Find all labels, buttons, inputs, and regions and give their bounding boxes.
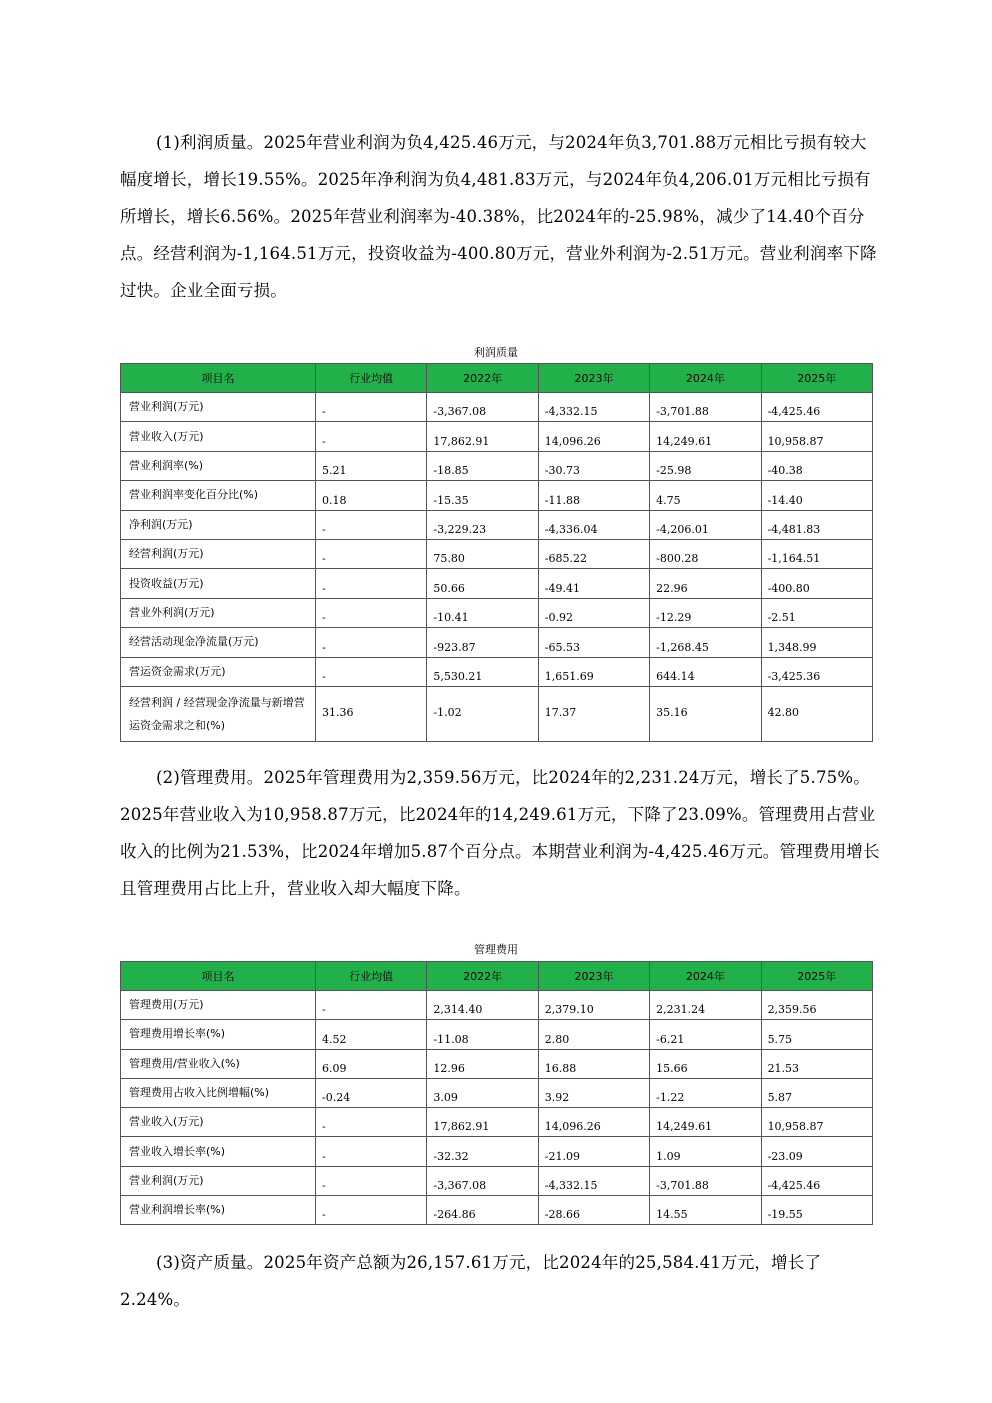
value-cell: 10,958.87 (761, 422, 872, 451)
value-cell: 5.87 (761, 1078, 872, 1107)
value-cell: - (316, 569, 427, 598)
table-row (121, 393, 873, 422)
table-row (121, 1166, 873, 1195)
value-cell: 12.96 (427, 1049, 538, 1078)
row-label-cell: 管理费用增长率(%) (121, 1020, 316, 1049)
value-cell: -12.29 (650, 598, 761, 627)
value-cell: 2,231.24 (650, 991, 761, 1020)
value-cell: 17,862.91 (427, 1108, 538, 1137)
value-cell: -2.51 (761, 598, 872, 627)
value-cell: -1.22 (650, 1078, 761, 1107)
value-cell: 1,651.69 (538, 657, 649, 686)
value-cell: 5.75 (761, 1020, 872, 1049)
column-header: 2024年 (650, 962, 761, 991)
row-label-cell: 营运资金需求(万元) (121, 657, 316, 686)
table-row (121, 991, 873, 1020)
value-cell: - (316, 1196, 427, 1225)
value-cell: - (316, 1166, 427, 1195)
value-cell: 6.09 (316, 1049, 427, 1078)
value-cell: -685.22 (538, 539, 649, 568)
table-row (121, 1196, 873, 1225)
value-cell: 1.09 (650, 1137, 761, 1166)
row-label-cell: 经营利润 / 经营现金净流量与新增营运资金需求之和(%) (121, 686, 316, 741)
value-cell: 3.09 (427, 1078, 538, 1107)
table-row (121, 598, 873, 627)
value-cell: -3,229.23 (427, 510, 538, 539)
row-label-cell: 营业收入(万元) (121, 422, 316, 451)
column-header: 2024年 (650, 364, 761, 393)
value-cell: 2,359.56 (761, 991, 872, 1020)
table-header-row (121, 364, 873, 393)
row-label-cell: 营业利润(万元) (121, 393, 316, 422)
value-cell: 31.36 (316, 686, 427, 741)
table-row (121, 510, 873, 539)
paragraph-profit-quality: (1)利润质量。2025年营业利润为负4,425.46万元，与2024年负3,701.88万元相比亏损有较大幅度增长，增长19.55%。2025年净利润为负4,481.83万元，与2024年负4,206.01万元相比亏损有所增长，增长6.56%。2025年营业利润率为-40.38%，比2024年的-25.98%，减少了14.40个百分点。经营利润为-1,164.51万元，投资收益为-400.80万元，营业外利润为-2.51万元。营业利润率下降过快。企业全面亏损。 (120, 133, 877, 300)
value-cell: -6.21 (650, 1020, 761, 1049)
value-cell: -4,336.04 (538, 510, 649, 539)
row-label-cell: 营业收入增长率(%) (121, 1137, 316, 1166)
table-row (121, 657, 873, 686)
table-caption-admin-expenses: 管理费用 (474, 943, 518, 956)
value-cell: -18.85 (427, 451, 538, 480)
value-cell: -4,332.15 (538, 393, 649, 422)
value-cell: -11.88 (538, 481, 649, 510)
row-label-cell: 管理费用占收入比例增幅(%) (121, 1078, 316, 1107)
table-row (121, 539, 873, 568)
value-cell: -3,367.08 (427, 393, 538, 422)
value-cell: -1,268.45 (650, 628, 761, 657)
value-cell: 17.37 (538, 686, 649, 741)
value-cell: 14,249.61 (650, 422, 761, 451)
value-cell: -800.28 (650, 539, 761, 568)
table-row (121, 628, 873, 657)
value-cell: 14,096.26 (538, 422, 649, 451)
value-cell: -4,206.01 (650, 510, 761, 539)
value-cell: - (316, 1137, 427, 1166)
value-cell: 75.80 (427, 539, 538, 568)
value-cell: -10.41 (427, 598, 538, 627)
value-cell: 22.96 (650, 569, 761, 598)
value-cell: -25.98 (650, 451, 761, 480)
value-cell: 15.66 (650, 1049, 761, 1078)
row-label-cell: 管理费用/营业收入(%) (121, 1049, 316, 1078)
row-label-cell: 经营活动现金净流量(万元) (121, 628, 316, 657)
value-cell: 5.21 (316, 451, 427, 480)
column-header: 2022年 (427, 364, 538, 393)
value-cell: 16.88 (538, 1049, 649, 1078)
value-cell: 0.18 (316, 481, 427, 510)
value-cell: -1,164.51 (761, 539, 872, 568)
value-cell: -15.35 (427, 481, 538, 510)
value-cell: -4,425.46 (761, 1166, 872, 1195)
value-cell: -11.08 (427, 1020, 538, 1049)
value-cell: -4,425.46 (761, 393, 872, 422)
value-cell: -0.92 (538, 598, 649, 627)
table-row (121, 481, 873, 510)
table-row (121, 422, 873, 451)
value-cell: -32.32 (427, 1137, 538, 1166)
value-cell: 50.66 (427, 569, 538, 598)
row-label-cell: 净利润(万元) (121, 510, 316, 539)
value-cell: -400.80 (761, 569, 872, 598)
column-header: 2025年 (761, 364, 872, 393)
profit-quality-table (120, 363, 873, 742)
value-cell: 644.14 (650, 657, 761, 686)
value-cell: -49.41 (538, 569, 649, 598)
column-header: 行业均值 (316, 364, 427, 393)
table-row (121, 1020, 873, 1049)
value-cell: -3,367.08 (427, 1166, 538, 1195)
table-row (121, 686, 873, 741)
table-row (121, 1108, 873, 1137)
column-header: 2023年 (538, 364, 649, 393)
value-cell: - (316, 657, 427, 686)
value-cell: 14.55 (650, 1196, 761, 1225)
value-cell: - (316, 393, 427, 422)
value-cell: 5,530.21 (427, 657, 538, 686)
value-cell: 21.53 (761, 1049, 872, 1078)
row-label-cell: 投资收益(万元) (121, 569, 316, 598)
value-cell: 4.75 (650, 481, 761, 510)
value-cell: -3,425.36 (761, 657, 872, 686)
row-label-cell: 营业外利润(万元) (121, 598, 316, 627)
value-cell: -3,701.88 (650, 1166, 761, 1195)
row-label-cell: 营业利润率变化百分比(%) (121, 481, 316, 510)
row-label-cell: 营业收入(万元) (121, 1108, 316, 1137)
value-cell: -1.02 (427, 686, 538, 741)
value-cell: 3.92 (538, 1078, 649, 1107)
column-header: 项目名 (121, 364, 316, 393)
value-cell: - (316, 628, 427, 657)
value-cell: -40.38 (761, 451, 872, 480)
value-cell: - (316, 539, 427, 568)
table-row (121, 451, 873, 480)
value-cell: - (316, 422, 427, 451)
value-cell: -21.09 (538, 1137, 649, 1166)
value-cell: -65.53 (538, 628, 649, 657)
value-cell: 1,348.99 (761, 628, 872, 657)
value-cell: 42.80 (761, 686, 872, 741)
table-header-row (121, 962, 873, 991)
row-label-cell: 营业利润率(%) (121, 451, 316, 480)
value-cell: -923.87 (427, 628, 538, 657)
value-cell: - (316, 991, 427, 1020)
table-row (121, 1049, 873, 1078)
value-cell: -3,701.88 (650, 393, 761, 422)
paragraph-asset-quality: (3)资产质量。2025年资产总额为26,157.61万元，比2024年的25,584.41万元，增长了2.24%。 (120, 1253, 822, 1309)
value-cell: -14.40 (761, 481, 872, 510)
table-caption-profit-quality: 利润质量 (474, 346, 518, 359)
value-cell: -0.24 (316, 1078, 427, 1107)
value-cell: 14,249.61 (650, 1108, 761, 1137)
table-row (121, 569, 873, 598)
value-cell: 2.80 (538, 1020, 649, 1049)
row-label-cell: 营业利润(万元) (121, 1166, 316, 1195)
row-label-cell: 经营利润(万元) (121, 539, 316, 568)
row-label-cell: 营业利润增长率(%) (121, 1196, 316, 1225)
value-cell: -23.09 (761, 1137, 872, 1166)
value-cell: 17,862.91 (427, 422, 538, 451)
value-cell: -4,481.83 (761, 510, 872, 539)
value-cell: -264.86 (427, 1196, 538, 1225)
value-cell: -19.55 (761, 1196, 872, 1225)
value-cell: 2,379.10 (538, 991, 649, 1020)
column-header: 项目名 (121, 962, 316, 991)
column-header: 2025年 (761, 962, 872, 991)
table-row (121, 1137, 873, 1166)
value-cell: - (316, 598, 427, 627)
value-cell: 10,958.87 (761, 1108, 872, 1137)
value-cell: 14,096.26 (538, 1108, 649, 1137)
value-cell: 35.16 (650, 686, 761, 741)
row-label-cell: 管理费用(万元) (121, 991, 316, 1020)
value-cell: -28.66 (538, 1196, 649, 1225)
value-cell: -30.73 (538, 451, 649, 480)
column-header: 2022年 (427, 962, 538, 991)
value-cell: - (316, 1108, 427, 1137)
value-cell: 2,314.40 (427, 991, 538, 1020)
table-row (121, 1078, 873, 1107)
admin-expenses-table (120, 961, 873, 1225)
value-cell: 4.52 (316, 1020, 427, 1049)
value-cell: - (316, 510, 427, 539)
column-header: 行业均值 (316, 962, 427, 991)
column-header: 2023年 (538, 962, 649, 991)
value-cell: -4,332.15 (538, 1166, 649, 1195)
paragraph-admin-expenses: (2)管理费用。2025年管理费用为2,359.56万元，比2024年的2,231.24万元，增长了5.75%。2025年营业收入为10,958.87万元，比2024年的14,249.61万元，下降了23.09%。管理费用占营业收入的比例为21.53%，比2024年增加5.87个百分点。本期营业利润为-4,425.46万元。管理费用增长且管理费用占比上升，营业收入却大幅度下降。 (120, 768, 880, 898)
